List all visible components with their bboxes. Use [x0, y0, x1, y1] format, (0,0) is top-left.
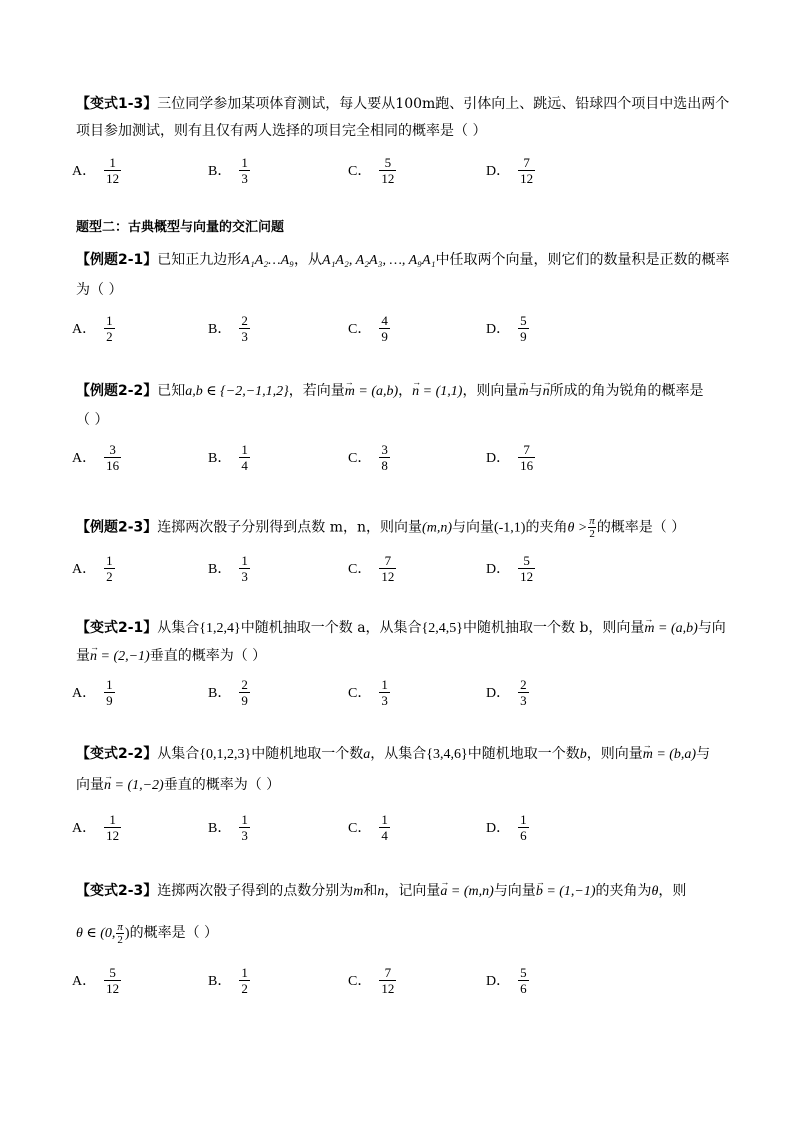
vector-list: A₁A₂, A₂A₃, …, A₉A₁	[322, 253, 436, 268]
vector-n: → n = (1,−2)	[104, 776, 164, 796]
problem-s21-line2	[76, 280, 122, 300]
section-title: 题型二：古典概型与向量的交汇问题	[76, 220, 285, 235]
options-v22	[72, 807, 712, 847]
denominator: 12	[381, 568, 395, 584]
problem-v23-line1	[76, 881, 686, 902]
denominator: 9	[520, 328, 527, 344]
option-b[interactable]	[208, 150, 250, 190]
option-b[interactable]	[208, 308, 250, 348]
problem-text: 从集合	[157, 746, 200, 762]
denominator: 3	[241, 827, 248, 843]
options-s23	[72, 548, 712, 588]
denominator: 3	[241, 568, 248, 584]
problem-text: 已知	[157, 383, 186, 399]
problem-v22-line1	[76, 744, 710, 765]
option-a[interactable]	[72, 960, 121, 1000]
numerator: 1	[381, 676, 388, 692]
option-b[interactable]	[208, 548, 250, 588]
option-label: C．	[348, 562, 372, 577]
numerator: 5	[384, 154, 392, 170]
option-label: B．	[208, 562, 232, 577]
problem-text: 所成的角为锐角的概率是	[549, 383, 704, 399]
pi-over-2	[116, 921, 124, 946]
problem-text: 三位同学参加某项体育测试，每人要从100m跑、引体向上、跳远、铅球四个项目中选出两个	[157, 96, 730, 112]
numerator: 5	[520, 312, 527, 328]
option-label: C．	[348, 974, 372, 989]
fraction	[379, 553, 396, 584]
problem-text: 项目参加测试，则有且仅有两人选择的项目完全相同的概率是（ ）	[76, 123, 487, 139]
option-d[interactable]	[486, 150, 535, 190]
denominator: 3	[381, 692, 388, 708]
var-theta: θ	[651, 884, 659, 899]
fraction	[239, 965, 250, 996]
problem-tag: 【变式2-3】	[76, 883, 158, 899]
denominator: 2	[589, 528, 595, 540]
denominator: 2	[241, 980, 248, 996]
option-c[interactable]	[348, 960, 396, 1000]
problem-text: ，若向量	[288, 383, 345, 399]
option-c[interactable]	[348, 672, 390, 712]
option-label: C．	[348, 821, 372, 836]
numerator: 7	[523, 441, 530, 457]
option-b[interactable]	[208, 960, 250, 1000]
option-a[interactable]	[72, 150, 121, 190]
problem-text: 中任取两个向量，则它们的数量积是正数的概率	[435, 252, 730, 268]
option-b[interactable]	[208, 807, 250, 847]
problem-text: 和	[363, 883, 378, 899]
fraction	[239, 155, 250, 186]
problem-text: ，则向量	[586, 746, 643, 762]
problem-text: 与向	[697, 620, 726, 636]
fraction	[239, 442, 250, 473]
set-1: {1,2,4}	[199, 621, 241, 636]
option-label: A．	[72, 821, 97, 836]
option-b[interactable]	[208, 437, 250, 477]
option-c[interactable]	[348, 150, 396, 190]
option-label: A．	[72, 164, 97, 179]
numerator: 1	[106, 676, 113, 692]
numerator: 1	[106, 552, 113, 568]
numerator: 1	[241, 154, 248, 170]
fraction	[104, 313, 115, 344]
problem-text: 向量	[76, 777, 104, 793]
problem-s23-line1	[76, 515, 685, 540]
option-label: D．	[486, 974, 511, 989]
option-a[interactable]	[72, 672, 115, 712]
option-label: B．	[208, 974, 232, 989]
denominator: 12	[106, 170, 120, 186]
options-v13	[72, 150, 712, 190]
fraction	[518, 313, 529, 344]
problem-text: 量	[76, 648, 90, 664]
option-label: D．	[486, 451, 511, 466]
pi-over-2	[588, 515, 596, 540]
problem-text: ，	[398, 383, 413, 399]
problem-text: 中随机抽取一个数 a，从集合	[240, 620, 422, 636]
option-d[interactable]	[486, 807, 529, 847]
fraction	[379, 313, 390, 344]
denominator: 12	[520, 170, 534, 186]
var-b: b	[579, 747, 587, 762]
denominator: 6	[520, 827, 527, 843]
problem-s22-line2	[76, 410, 108, 430]
numerator: 1	[109, 811, 116, 827]
problem-s22-line1	[76, 381, 704, 402]
denominator: 9	[241, 692, 248, 708]
problem-v23-line2	[76, 920, 218, 947]
problem-text: 的概率是（ ）	[596, 519, 686, 536]
set-2: {2,4,5}	[421, 621, 463, 636]
option-label: B．	[208, 686, 232, 701]
problem-text: 与	[528, 383, 543, 399]
numerator: 7	[384, 552, 392, 568]
vector-n: → n = (2,−1)	[90, 647, 150, 667]
numerator: 5	[523, 552, 530, 568]
option-d[interactable]	[486, 960, 529, 1000]
option-d[interactable]	[486, 437, 535, 477]
problem-text: 中随机抽取一个数 b，则向量	[463, 620, 645, 636]
vector-mn: (m,n)	[422, 520, 452, 536]
interval-start: θ ∈ (0,	[76, 926, 116, 941]
problem-v13-line2	[76, 121, 486, 141]
numerator: 3	[109, 441, 116, 457]
fraction	[239, 677, 250, 708]
numerator: π	[117, 920, 123, 933]
fraction	[104, 442, 121, 473]
vector-neg1-1: (-1,1)	[493, 520, 526, 536]
option-label: A．	[72, 974, 97, 989]
problem-text: 为（ ）	[76, 282, 123, 298]
option-label: B．	[208, 821, 232, 836]
option-label: D．	[486, 164, 511, 179]
problem-text: 与	[696, 746, 711, 762]
fraction	[239, 313, 250, 344]
fraction	[379, 965, 396, 996]
fraction	[518, 442, 535, 473]
option-a[interactable]	[72, 807, 121, 847]
numerator: 1	[520, 811, 527, 827]
fraction	[104, 553, 115, 584]
problem-text: 连掷两次骰子分别得到点数 m，n，则向量	[157, 519, 423, 536]
option-label: C．	[348, 164, 372, 179]
option-c[interactable]	[348, 308, 390, 348]
numerator: 2	[241, 676, 248, 692]
numerator: 3	[381, 441, 388, 457]
denominator: 12	[381, 170, 395, 186]
problem-tag: 【例题2-3】	[76, 519, 158, 536]
problem-s21-line1	[76, 250, 729, 271]
option-label: A．	[72, 322, 97, 337]
denominator: 16	[106, 457, 120, 473]
option-label: B．	[208, 451, 232, 466]
polygon-vertices: A₁A₂…A₉	[241, 253, 295, 268]
vector-a: → a = (m,n)	[440, 882, 493, 902]
problem-tag: 【例题2-1】	[76, 252, 158, 268]
math-expression: a,b ∈ {−2,−1,1,2}	[185, 384, 289, 399]
problem-text: 的夹角为	[595, 883, 652, 899]
option-a[interactable]	[72, 548, 115, 588]
denominator: 3	[520, 692, 527, 708]
problem-text: 连掷两次骰子得到的点数分别为	[157, 883, 354, 899]
denominator: 12	[381, 980, 395, 996]
option-label: A．	[72, 562, 97, 577]
fraction	[518, 553, 535, 584]
option-c[interactable]	[348, 807, 390, 847]
denominator: 9	[381, 328, 388, 344]
fraction	[379, 677, 390, 708]
problem-tag: 【例题2-2】	[76, 383, 158, 399]
numerator: 2	[241, 312, 248, 328]
problem-v21-line2	[76, 646, 266, 667]
fraction	[239, 812, 250, 843]
problem-text: 已知正九边形	[157, 252, 242, 268]
denominator: 4	[381, 827, 388, 843]
vector-m: → m = (a,b)	[644, 619, 697, 639]
fraction	[104, 965, 121, 996]
problem-text: 与向量	[493, 883, 536, 899]
option-c[interactable]	[348, 437, 390, 477]
set-2: {3,4,6}	[426, 747, 468, 762]
denominator: 12	[106, 827, 120, 843]
problem-text: 中随机地取一个数	[251, 746, 364, 762]
numerator: 1	[106, 312, 113, 328]
numerator: 5	[109, 964, 116, 980]
numerator: 1	[241, 552, 248, 568]
option-label: C．	[348, 686, 372, 701]
numerator: 1	[381, 811, 388, 827]
problem-text: 与向量	[451, 519, 494, 536]
options-v21	[72, 672, 712, 712]
option-label: B．	[208, 322, 232, 337]
problem-text: 的概率是（ ）	[129, 925, 219, 941]
problem-text: ，则	[658, 883, 687, 899]
option-label: D．	[486, 686, 511, 701]
vector-m: → m = (b,a)	[643, 745, 696, 765]
problem-text: 中随机地取一个数	[467, 746, 580, 762]
option-label: A．	[72, 451, 97, 466]
fraction	[239, 553, 250, 584]
problem-text: ，从	[294, 252, 323, 268]
denominator: 2	[106, 568, 113, 584]
option-label: D．	[486, 821, 511, 836]
fraction	[379, 812, 390, 843]
denominator: 12	[520, 568, 534, 584]
option-label: C．	[348, 451, 372, 466]
problem-text: 从集合	[157, 620, 200, 636]
problem-v22-line2	[76, 775, 280, 796]
option-label: A．	[72, 686, 97, 701]
numerator: 7	[523, 154, 530, 170]
numerator: 1	[241, 811, 248, 827]
vector-m: → m = (a,b)	[345, 382, 398, 402]
options-s21	[72, 308, 712, 348]
denominator: 2	[106, 328, 113, 344]
problem-tag: 【变式2-2】	[76, 746, 158, 762]
fraction	[518, 965, 529, 996]
denominator: 9	[106, 692, 113, 708]
fraction	[518, 155, 535, 186]
denominator: 3	[241, 328, 248, 344]
option-d[interactable]	[486, 548, 535, 588]
numerator: 5	[520, 964, 527, 980]
denominator: 4	[241, 457, 248, 473]
denominator: 16	[520, 457, 534, 473]
options-s22	[72, 437, 712, 477]
problem-tag: 【变式1-3】	[76, 96, 158, 112]
numerator: 4	[381, 312, 388, 328]
problem-text: （ ）	[76, 412, 109, 428]
set-1: {0,1,2,3}	[199, 747, 252, 762]
denominator: 6	[520, 980, 527, 996]
angle-condition: θ >	[567, 520, 588, 536]
option-a[interactable]	[72, 437, 121, 477]
vector-n-symbol: → n	[543, 382, 550, 402]
fraction	[518, 677, 529, 708]
var-m: m	[353, 884, 364, 899]
denominator: 12	[106, 980, 120, 996]
option-d[interactable]	[486, 308, 529, 348]
option-b[interactable]	[208, 672, 250, 712]
denominator: 3	[241, 170, 248, 186]
numerator: 1	[109, 154, 116, 170]
var-a: a	[363, 747, 371, 762]
vector-n: → n = (1,1)	[412, 382, 462, 402]
vector-b: → b = (1,−1)	[536, 882, 596, 902]
option-label: D．	[486, 562, 511, 577]
problem-text: ，记向量	[384, 883, 441, 899]
option-c[interactable]	[348, 548, 396, 588]
numerator: 1	[241, 441, 248, 457]
option-d[interactable]	[486, 672, 529, 712]
problem-text: 垂直的概率为（ ）	[149, 648, 267, 664]
problem-tag: 【变式2-1】	[76, 620, 158, 636]
numerator: 7	[384, 964, 392, 980]
fraction	[104, 155, 121, 186]
fraction	[104, 677, 115, 708]
fraction	[379, 155, 396, 186]
problem-text: 的夹角	[525, 519, 568, 536]
interval-end: )	[124, 926, 130, 941]
var-n: n	[377, 884, 385, 899]
fraction	[379, 442, 390, 473]
option-label: B．	[208, 164, 232, 179]
problem-text: 垂直的概率为（ ）	[163, 777, 281, 793]
problem-v21-line1	[76, 618, 726, 639]
option-a[interactable]	[72, 308, 115, 348]
problem-text: ，从集合	[370, 746, 427, 762]
numerator: 2	[520, 676, 527, 692]
problem-text: ，则向量	[462, 383, 519, 399]
fraction	[518, 812, 529, 843]
problem-v13-line1	[76, 94, 729, 114]
denominator: 2	[117, 933, 123, 946]
options-v23	[72, 960, 712, 1000]
denominator: 8	[381, 457, 388, 473]
numerator: π	[589, 515, 595, 527]
vector-m-symbol: → m	[518, 382, 528, 402]
option-label: C．	[348, 322, 372, 337]
option-label: D．	[486, 322, 511, 337]
numerator: 1	[241, 964, 248, 980]
fraction	[104, 812, 121, 843]
